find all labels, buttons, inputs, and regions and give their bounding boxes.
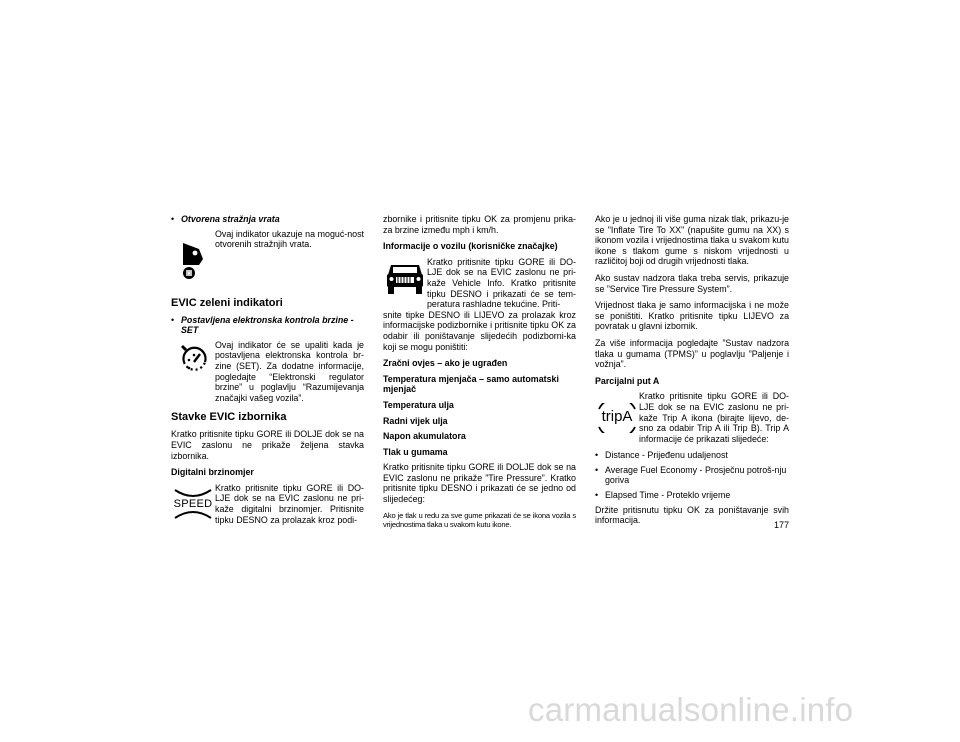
bullet-cruise-label: Postavljena elektronska kontrola brzine - SET <box>181 314 354 336</box>
vehicle-info-text2: snite tipke DESNO ili LIJEVO za prolazak kroz informacijske podizbornike i pritisnite tipku OK za odabir ili poništavanje slijedećih podizborni-ka koji se mogu poništiti: <box>383 309 576 352</box>
tire-pressure-text: Kratko pritisnite tipku GORE ili DOLJE dok se na EVIC zaslonu ne prikaže ”Tire Pressure”. Kratko pritisnite tipku DESNO i prikazati će se jedno od slijedećeg: <box>383 462 576 505</box>
bullet-rear-door: • Otvorena stražnja vrata <box>171 214 364 225</box>
tire-pressure-small-text: Ako je tlak u redu za sve gume prikazati će se ikona vozila s vrijednostima tlaka u svakom kutu ikone. <box>383 510 576 530</box>
speedometer-continuation: zbornike i pritisnite tipku OK za promjenu prika-za brzine između mph i km/h. <box>383 214 576 235</box>
speed-icon-label: SPEED <box>173 497 213 510</box>
watermark: carmanualsonline.info <box>528 691 854 728</box>
vehicle-info-title: Informacije o vozilu (korisničke značajke) <box>383 241 558 252</box>
vehicle-info-text1: Kratko pritisnite tipku GORE ili DO-LJE dok se na EVIC zaslonu ne pri-kaže Vehicle Info. Kratko pritisnite tipku DESNO i prikazati će se tem-peratura rashladne tekućine. Priti- <box>427 256 576 310</box>
cruise-text: Ovaj indikator će se upaliti kada je postavljena elektronska kontrola br-zine (SET). Za dodatne informacije, pogledajte “Elektronski regulator brzine” u poglavlju “Razumijevanja značajki vašeg vozila”. <box>215 339 364 403</box>
trip-a-text: Kratko pritisnite tipku GORE ili DO-LJE dok se na EVIC zaslonu ne pri-kaže Trip A ikona (birajte lijevo, de-sno za odabir Trip A ili Trip B). Trip A informacije će prikazati slijedeće: <box>639 391 789 444</box>
speedometer-block <box>171 483 364 525</box>
trip-a-block <box>595 391 789 444</box>
rear-door-block <box>171 229 364 281</box>
column-left <box>171 214 364 531</box>
item-oil-life: Radni vijek ulja <box>383 415 448 426</box>
speedometer-text: Kratko pritisnite tipku GORE ili DO-LJE dok se na EVIC zaslonu ne pri-kaže digitalni brzinomjer. Pritisnite tipku DESNO za prolazak kroz podi- <box>215 482 364 525</box>
item-oil-temp: Temperatura ulja <box>383 399 454 410</box>
pressure-info-text: Vrijednost tlaka je samo informacijska i ne može se poništiti. Kratko pritisnite tipku LIJEVO za povratak u glavni izbornik. <box>595 300 789 332</box>
bullet-average-fuel: • Average Fuel Economy - Prosječnu potroš-nju goriva <box>595 464 787 486</box>
trip-a-icon <box>595 391 639 444</box>
item-transmission-temp: Temperatura mjenjača – samo automatski mjenjač <box>383 373 559 395</box>
speed-icon <box>171 483 215 525</box>
item-battery-voltage: Napon akumulatora <box>383 431 466 442</box>
rear-door-icon <box>171 229 215 281</box>
page-number: 177 <box>774 520 790 530</box>
column-right <box>595 214 789 532</box>
heading-green-indicators: EVIC zeleni indikatori <box>171 296 283 309</box>
tpms-reference-text: Za više informacija pogledajte ”Sustav nadzora tlaka u gumama (TPMS)” u poglavlju ”Paljenje i vožnja”. <box>595 337 789 370</box>
vehicle-front-icon <box>383 257 427 310</box>
item-air-suspension: Zračni ovjes – ako je ugrađen <box>383 358 508 369</box>
column-middle <box>383 214 576 535</box>
speedometer-title: Digitalni brzinomjer <box>171 467 254 478</box>
bullet-distance: • Distance - Prijeđenu udaljenost <box>595 450 728 461</box>
trip-a-title: Parcijalni put A <box>595 375 660 386</box>
bullet-rear-door-label: Otvorena stražnja vrata <box>181 214 280 224</box>
menu-text: Kratko pritisnite tipku GORE ili DOLJE dok se na EVIC zaslonu ne prikaže željena stavka izbornika. <box>171 429 364 461</box>
cruise-block <box>171 340 364 404</box>
cruise-control-icon <box>171 340 215 404</box>
bullet-elapsed-time: • Elapsed Time - Proteklo vrijeme <box>595 490 731 501</box>
trip-a-icon-label: tripA <box>601 407 633 425</box>
vehicle-info-block <box>383 257 576 310</box>
reset-text: Držite pritisnutu tipku OK za poništavanje svih informacija. <box>595 504 789 526</box>
heading-menu-items: Stavke EVIC izbornika <box>171 411 287 424</box>
inflate-tire-text: Ako je u jednoj ili više guma nizak tlak, prikazu-je se "Inflate Tire To XX" (napušite gumu na XX) s ikonom vozila i vrijednostima tlaka u svakom kutu ikone s tlakom gume s niskom vrijednosti u različitoj boji od drugih vrijednosti tlaka. <box>595 214 789 267</box>
item-tire-pressure: Tlak u gumama <box>383 446 448 457</box>
rear-door-text: Ovaj indikator ukazuje na moguć-nost otvorenih stražnjih vrata. <box>215 228 364 250</box>
bullet-cruise: • Postavljena elektronska kontrola brzine - SET <box>171 315 364 336</box>
service-tire-text: Ako sustav nadzora tlaka treba servis, prikazuje se ”Service Tire Pressure System”. <box>595 272 789 294</box>
